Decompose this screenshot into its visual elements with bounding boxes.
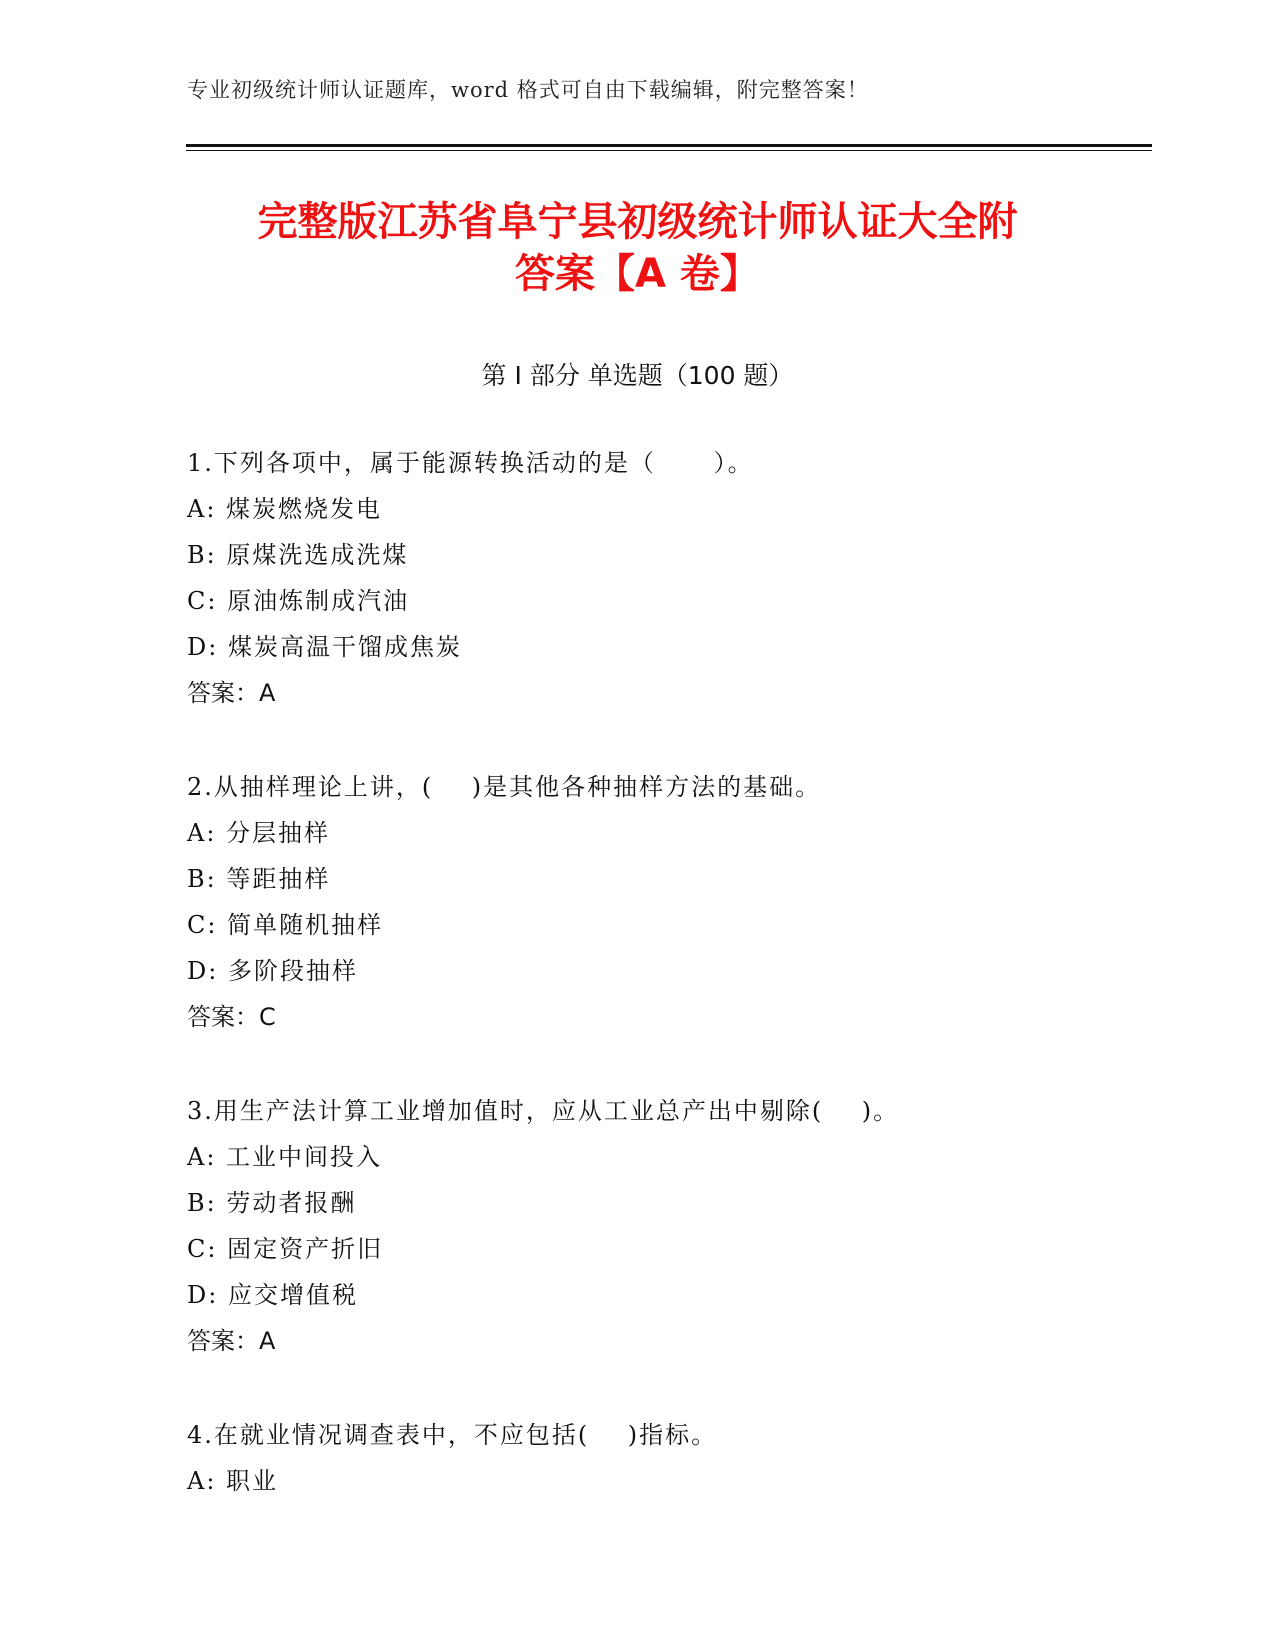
section-heading: 第 I 部分 单选题（100 题） xyxy=(481,361,794,390)
option-a: A: 工业中间投入 xyxy=(187,1143,383,1171)
document-title-line-2: 答案【A 卷】 xyxy=(515,251,760,297)
question-3 xyxy=(187,1088,1147,1364)
option-d: D: 多阶段抽样 xyxy=(187,957,358,985)
answer-line: 答案：A xyxy=(187,679,276,707)
question-1 xyxy=(187,440,1147,716)
option-b: B: 劳动者报酬 xyxy=(187,1189,357,1217)
answer-line: 答案：C xyxy=(187,1003,276,1031)
header-rule-thick xyxy=(186,144,1152,147)
question-2 xyxy=(187,764,1147,1040)
document-title-line-1: 完整版江苏省阜宁县初级统计师认证大全附 xyxy=(257,199,1018,245)
option-c: C: 简单随机抽样 xyxy=(187,911,384,939)
option-b: B: 等距抽样 xyxy=(187,865,331,893)
option-a: A: 分层抽样 xyxy=(187,819,331,847)
header-note: 专业初级统计师认证题库，word 格式可自由下载编辑，附完整答案！ xyxy=(187,78,869,102)
question-stem: 1.下列各项中，属于能源转换活动的是（ ）。 xyxy=(187,449,754,477)
document-title xyxy=(160,196,1115,300)
option-c: C: 固定资产折旧 xyxy=(187,1235,384,1263)
question-stem: 4.在就业情况调查表中，不应包括( )指标。 xyxy=(187,1421,718,1449)
question-list xyxy=(187,440,1147,1552)
option-d: D: 煤炭高温干馏成焦炭 xyxy=(187,633,462,661)
option-c: C: 原油炼制成汽油 xyxy=(187,587,410,615)
question-4 xyxy=(187,1412,1147,1504)
question-stem: 3.用生产法计算工业增加值时，应从工业总产出中剔除( )。 xyxy=(187,1097,900,1125)
question-stem: 2.从抽样理论上讲，( )是其他各种抽样方法的基础。 xyxy=(187,773,822,801)
option-d: D: 应交增值税 xyxy=(187,1281,358,1309)
option-a: A: 职业 xyxy=(187,1467,279,1495)
option-b: B: 原煤洗选成洗煤 xyxy=(187,541,409,569)
header-rule-thin xyxy=(186,150,1152,151)
answer-line: 答案：A xyxy=(187,1327,276,1355)
option-a: A: 煤炭燃烧发电 xyxy=(187,495,383,523)
